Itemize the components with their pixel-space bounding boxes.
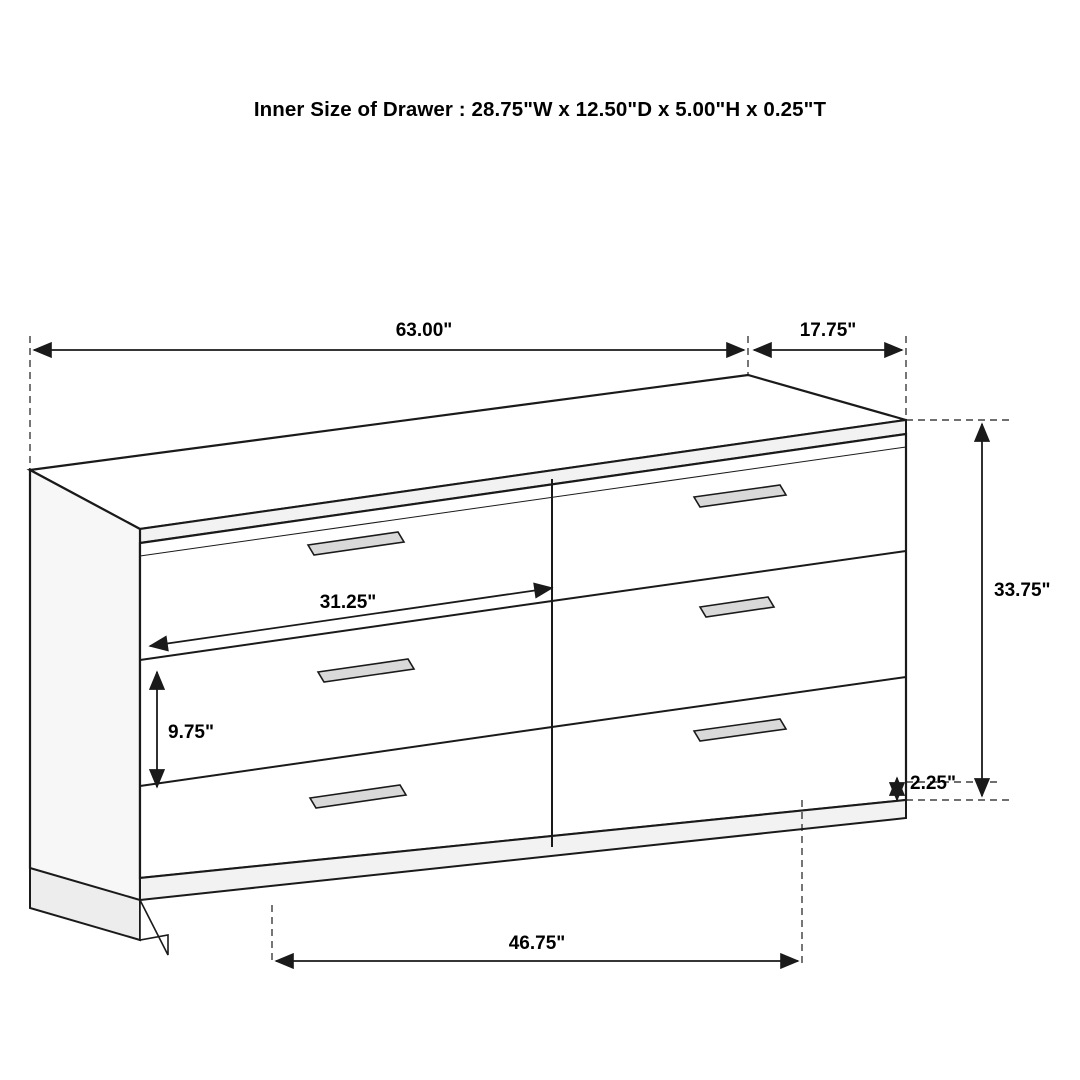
dimension-label-overall-height: 33.75" — [994, 580, 1051, 601]
dimension-label-base-width: 46.75" — [508, 933, 566, 954]
dimension-label-overall-width: 63.00" — [395, 320, 453, 341]
dresser-body — [30, 375, 906, 955]
dimension-label-side-depth: 17.75" — [799, 320, 857, 341]
dimension-overall-width — [34, 320, 744, 350]
dimension-base-width — [276, 933, 798, 961]
dresser-left-side-panel — [30, 470, 140, 925]
dimension-label-drawer-front-height: 9.75" — [168, 722, 214, 743]
dimension-overall-height — [982, 424, 1051, 796]
dimension-label-plinth-height: 2.25" — [910, 773, 956, 794]
page-title: Inner Size of Drawer : 28.75"W x 12.50"D x 5.00"H x 0.25"T — [253, 98, 827, 121]
dresser-foot-shadow — [140, 900, 168, 955]
dimension-side-depth — [754, 320, 902, 350]
dimension-label-drawer-width: 31.25" — [319, 592, 377, 613]
